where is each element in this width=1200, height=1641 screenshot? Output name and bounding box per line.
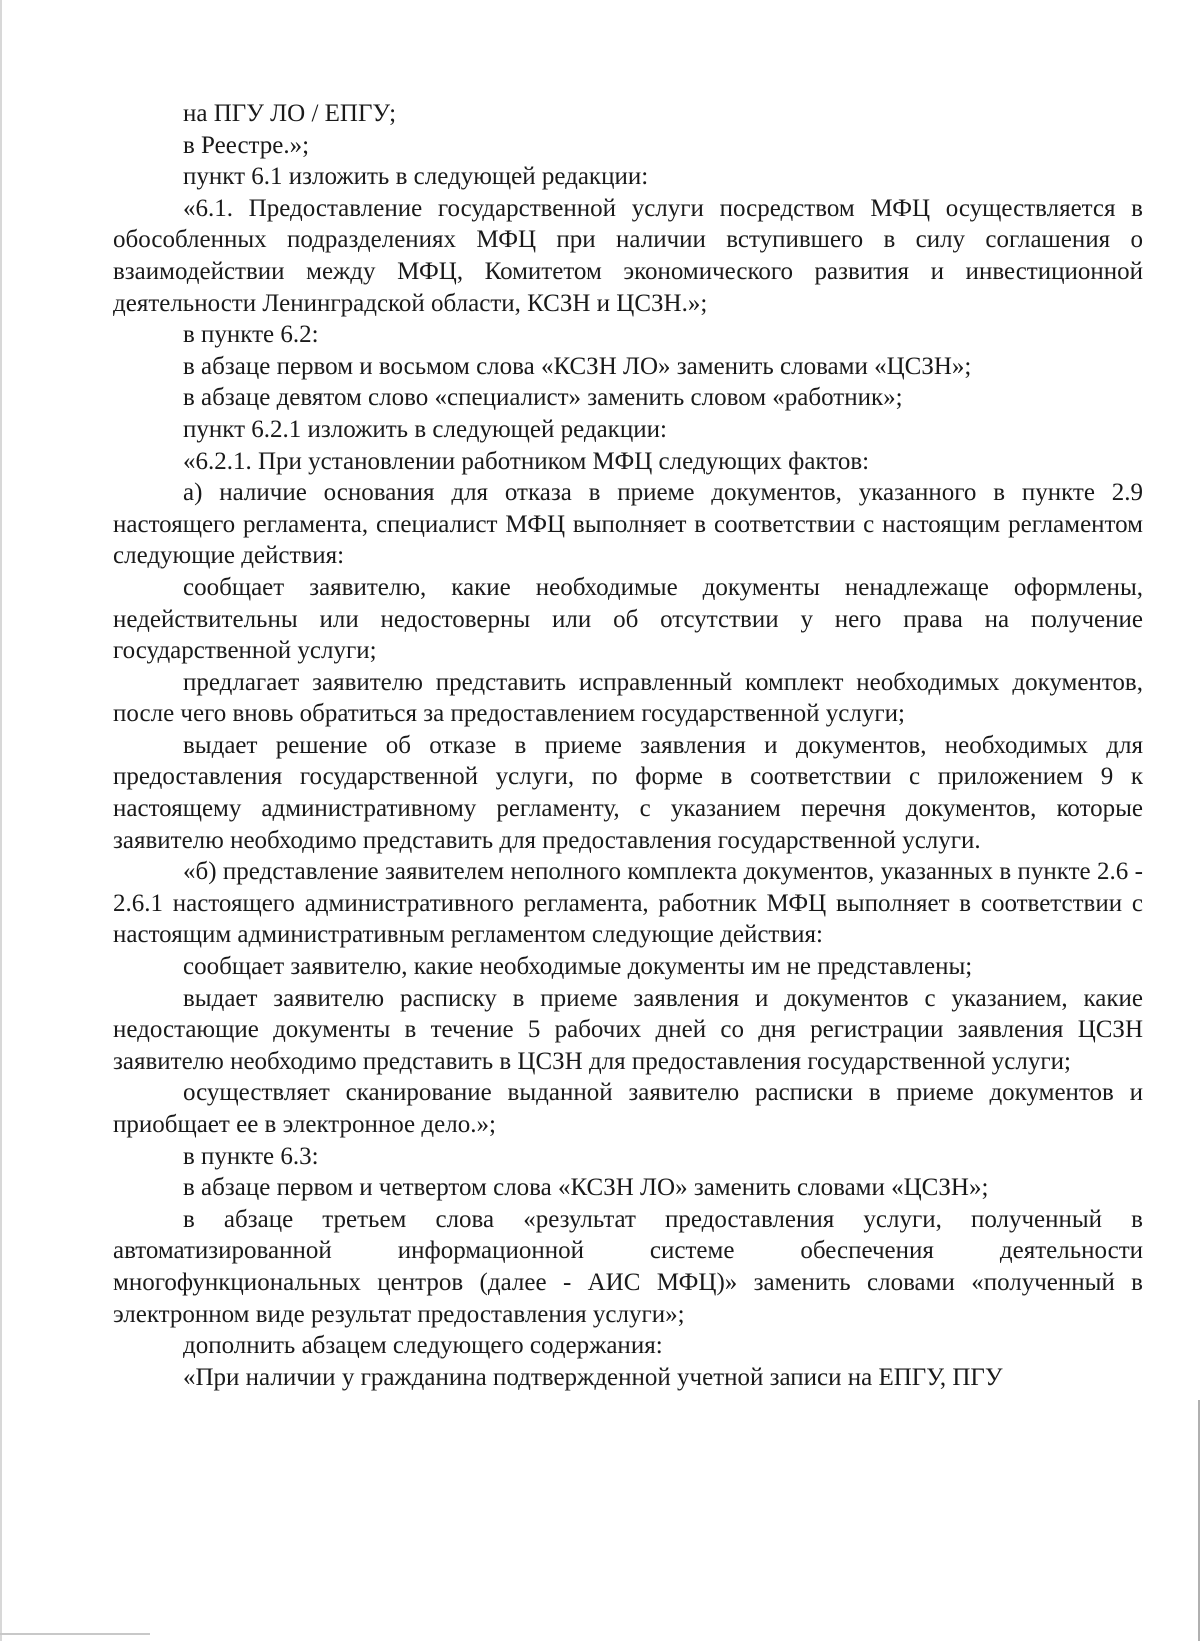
paragraph: на ПГУ ЛО / ЕПГУ; [183, 100, 397, 127]
paragraph: осуществляет сканирование выданной заявителю расписки в приеме документов и приобщает ее в электронное дело.»; [113, 1079, 1143, 1138]
paragraph: пункт 6.2.1 изложить в следующей редакции: [183, 415, 667, 443]
paragraph: в абзаце первом и четвертом слова «КСЗН ЛО» заменить словами «ЦСЗН»; [183, 1174, 989, 1202]
paragraph: сообщает заявителю, какие необходимые документы ненадлежаще оформлены, недействительны или недостоверны или об отсутствии у него права на получение государственной услуги; [113, 573, 1143, 665]
paragraph: в абзаце девятом слово «специалист» заменить словом «работник»; [183, 384, 903, 412]
paragraph: «При наличии у гражданина подтвержденной учетной записи на ЕПГУ, ПГУ [183, 1363, 1003, 1391]
paragraph: пункт 6.1 изложить в следующей редакции: [183, 163, 649, 191]
paragraph: а) наличие основания для отказа в приеме документов, указанного в пункте 2.9 настоящего регламента, специалист МФЦ выполняет в соответствии с настоящим регламентом следующие действия: [113, 479, 1143, 570]
paragraph: в абзаце первом и восьмом слова «КСЗН ЛО» заменить словами «ЦСЗН»; [183, 352, 972, 380]
paragraph: «6.1. Предоставление государственной услуги посредством МФЦ осуществляется в обособленных подразделениях МФЦ при наличии вступившего в силу соглашения о взаимодействии между МФЦ, Комитетом экономического развития и инвестиционной деятельности Ленинградской области, КСЗН и ЦСЗН.»; [113, 194, 1143, 317]
paragraph: предлагает заявителю представить исправленный комплект необходимых документов, после чего вновь обратиться за предоставлением государственной услуги; [113, 668, 1143, 728]
paragraph: выдает решение об отказе в приеме заявления и документов, необходимых для предоставления государственной услуги, по форме в соответствии с приложением 9 к настоящему административному регламенту, с указанием перечня документов, которые заявителю необходимо представить для предоставления государственной услуги. [113, 731, 1143, 854]
document-body [113, 98, 1143, 1393]
paragraph: в Реестре.»; [183, 131, 310, 159]
paragraph: сообщает заявителю, какие необходимые документы им не представлены; [183, 953, 973, 981]
scan-left-edge [0, 0, 2, 1641]
paragraph: выдает заявителю расписку в приеме заявления и документов с указанием, какие недостающие документы в течение 5 рабочих дней со дня регистрации заявления ЦСЗН заявителю необходимо представить в ЦСЗН для предоставления государственной услуги; [113, 984, 1143, 1075]
paragraph: в пункте 6.3: [183, 1142, 319, 1170]
paragraph: «6.2.1. При установлении работником МФЦ следующих фактов: [183, 447, 870, 475]
paragraph: в пункте 6.2: [183, 321, 319, 349]
paragraph: дополнить абзацем следующего содержания: [183, 1332, 663, 1360]
paragraph: в абзаце третьем слова «результат предоставления услуги, полученный в автоматизированной информационной системе обеспечения деятельности многофункциональных центров (далее - АИС МФЦ)» заменить словами «полученный в электронном виде результат предоставления услуги»; [113, 1205, 1143, 1328]
scan-bottom-mark [0, 1633, 150, 1635]
paragraph: «б) представление заявителем неполного комплекта документов, указанных в пункте 2.6 - 2.6.1 настоящего административного регламента, работник МФЦ выполняет в соответствии с настоящим административным регламентом следующие действия: [113, 858, 1143, 949]
